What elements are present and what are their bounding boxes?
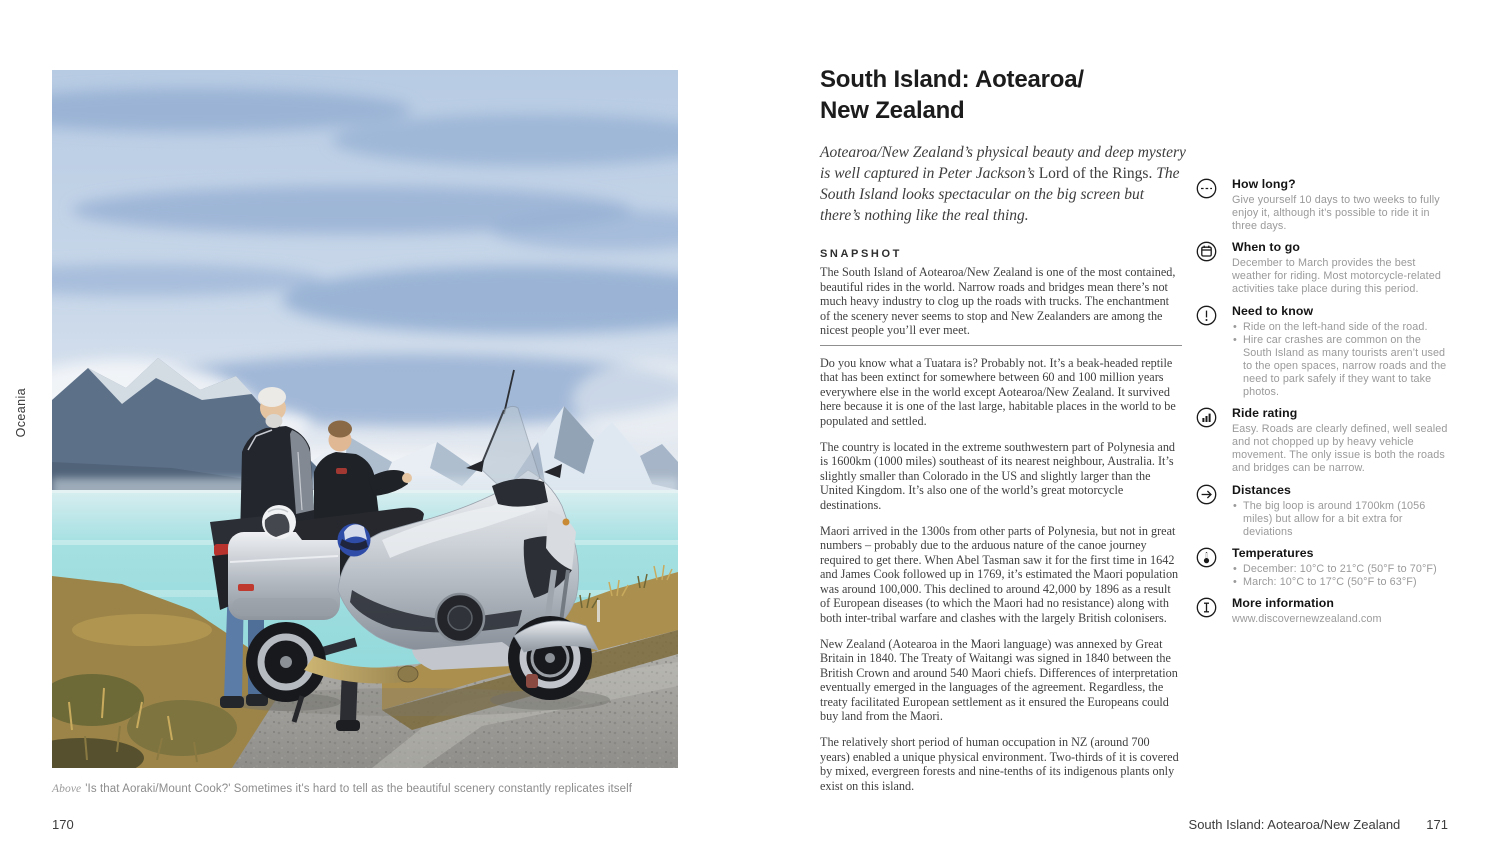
intro-italic-2: The South Island looks spectacular on the big screen but there’s nothing like the real thing.	[820, 165, 1180, 224]
white-helmet	[262, 505, 296, 539]
sidebar-bullet: • The big loop is around 1700km (1056 miles) but allow for a bit extra for deviations	[1232, 500, 1452, 539]
article-intro	[820, 142, 1186, 226]
thermometer-icon	[1196, 546, 1220, 589]
sidebar-url: www.discovernewzealand.com	[1232, 612, 1382, 625]
sidebar-bullet: • Hire car crashes are common on the South Island as many tourists aren’t used to the open spaces, narrow roads and the need to park safely if they want to take photos.	[1232, 334, 1452, 399]
snapshot-heading: SNAPSHOT	[820, 248, 902, 260]
sidebar-section-distances	[1196, 483, 1452, 539]
ride-rating-icon	[1196, 406, 1220, 475]
sidebar-title: Distances	[1232, 482, 1291, 497]
sidebar-bullets	[1232, 563, 1452, 589]
page-number-left: 170	[52, 817, 74, 832]
sidebar-title: When to go	[1232, 240, 1300, 255]
footer-right	[1189, 817, 1448, 832]
footer-chapter-title: South Island: Aotearoa/New Zealand	[1188, 817, 1401, 832]
page-title-line1: South Island: Aotearoa/	[820, 66, 1084, 93]
sidebar-title: Ride rating	[1232, 406, 1298, 421]
sidebar-section-ride-rating	[1196, 406, 1452, 475]
photo-caption	[52, 783, 672, 795]
sidebar-body: Give yourself 10 days to two weeks to fully enjoy it, although it’s possible to ride it in three days.	[1232, 194, 1440, 233]
sidebar-section-more-information	[1196, 596, 1452, 626]
sidebar-body: December to March provides the best weather for riding. Most motorcycle-related activities take place during this period.	[1232, 257, 1441, 296]
body-paragraph: Maori arrived in the 1300s from other parts of Polynesia, but not in great numbers – probably due to the arduous nature of the canoe journey required to get there. When Abel Tasman saw it for the first time in 1642 and James Cook followed up in 1769, it’s estimated the Maori population was around 100,000. This declined to around 42,000 by 1896 as a result of European diseases (to which the Maori had no resistance) along with both inter-tribal warfare and clashes with the largely British colonisers.	[820, 524, 1179, 625]
sidebar-section-when-to-go	[1196, 240, 1452, 296]
section-divider	[820, 345, 1182, 346]
calendar-icon	[1196, 240, 1220, 296]
blue-helmet	[338, 524, 371, 557]
info-icon	[1196, 596, 1220, 626]
arrow-right-icon	[1196, 483, 1220, 539]
sidebar-title: Temperatures	[1232, 545, 1314, 560]
sidebar-section-need-to-know	[1196, 304, 1452, 400]
page-title	[820, 64, 1084, 126]
sidebar-title: More information	[1232, 595, 1335, 610]
body-paragraph: The country is located in the extreme southwestern part of Polynesia and is 1600km (1000 miles) southeast of its nearest neighbour, Australia. It’s slightly smaller than Colorado in the US and slightly larger than the United Kingdom. It’s also one of the world’s great motorcycle destinations.	[820, 440, 1176, 512]
snapshot-paragraph: The South Island of Aotearoa/New Zealand is one of the most contained, beautiful rides in the world. Narrow roads and bridges mean there’s not much heavy industry to clog up the roads with trucks. The enchantment of the scenery never seems to stop and New Zealanders are among the nicest people you’ll ever meet.	[820, 265, 1176, 338]
sidebar-title: How long?	[1232, 177, 1296, 191]
page-title-line2: New Zealand	[820, 97, 965, 124]
photo-illustration	[52, 70, 678, 768]
sidebar-section-how-long	[1196, 177, 1452, 233]
body-paragraph: The relatively short period of human occupation in NZ (around 700 years) enabled a unique physical environment. Two-thirds of it is covered by mixed, evergreen forests and nine-tenths of its indigenous plants only exist on this island.	[820, 735, 1179, 793]
sidebar-title: Need to know	[1232, 303, 1314, 318]
body-paragraph: Do you know what a Tuatara is? Probably not. It’s a beak-headed reptile that has been extinct for somewhere between 60 and 100 million years everywhere else in the world except Aotearoa/New Zealand. It survived here because it is one of the last large, habitable places in the world to be populated and settled.	[820, 356, 1176, 428]
sidebar-bullets	[1232, 321, 1452, 400]
intro-roman: Lord of the Rings.	[1038, 165, 1153, 182]
body-paragraph: New Zealand (Aotearoa in the Maori language) was annexed by Great Britain in 1840. The Treaty of Waitangi was signed in 1840 between the British Crown and around 540 Maori chiefs. Differences of interpretation eventually emerged in the languages of the agreement. Regardless, the treaty facilitated European settlement as it ensured the Europeans could buy land from the Maori.	[820, 636, 1178, 723]
sidebar-body: Easy. Roads are clearly defined, well sealed and not chopped up by heavy vehicle movement. The only issue is both the roads and bridges can be narrow.	[1232, 423, 1448, 475]
facts-sidebar	[1196, 177, 1452, 633]
sidebar-bullet: • December: 10°C to 21°C (50°F to 70°F)	[1232, 563, 1452, 576]
caption-text: 'Is that Aoraki/Mount Cook?' Sometimes it's hard to tell as the beautiful scenery constantly replicates itself	[85, 783, 633, 795]
intro-italic-1: Aotearoa/New Zealand’s physical beauty and deep mystery is well captured in Peter Jackson’s	[820, 144, 1186, 182]
lake-mountain-motorcycle-photo	[52, 70, 678, 768]
sidebar-bullet: • Ride on the left-hand side of the road.	[1232, 321, 1452, 334]
sidebar-bullet: • March: 10°C to 17°C (50°F to 63°F)	[1232, 576, 1452, 589]
caption-label: Above	[52, 783, 82, 795]
alert-icon	[1196, 304, 1220, 400]
sidebar-section-temperatures	[1196, 546, 1452, 589]
page-number-right: 171	[1426, 817, 1448, 832]
region-label: Oceania	[14, 388, 28, 438]
article-body	[820, 356, 1182, 805]
sidebar-bullets	[1232, 500, 1452, 539]
duration-icon	[1196, 177, 1220, 233]
